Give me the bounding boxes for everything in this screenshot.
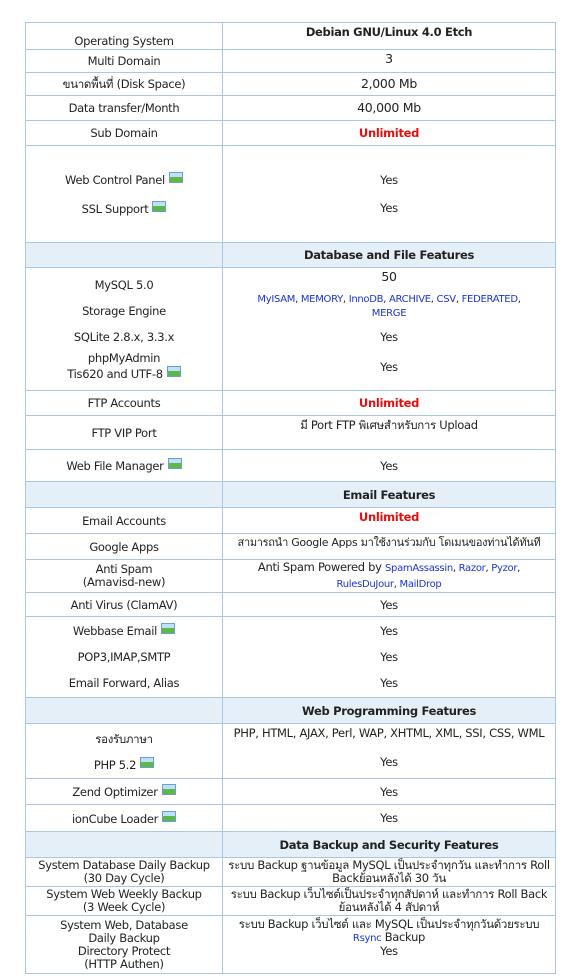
row-value: สามารถนำ Google Apps มาใช้งานร่วมกับ โดเมนของท่านได้ทันที: [223, 534, 556, 560]
table-row: [26, 121, 556, 146]
web-backup-label: System Web Weekly Backup: [46, 887, 202, 901]
engine-link[interactable]: MyISAM: [257, 294, 296, 305]
db-backup-cycle: (30 Day Cycle): [83, 871, 165, 885]
row-label: [26, 482, 223, 508]
tool-link[interactable]: Razor: [458, 563, 486, 574]
row-label: [26, 146, 223, 243]
section-header-row: [26, 243, 556, 268]
storage-engine-list: MyISAM, MEMORY, InnoDB, ARCHIVE, CSV, FEDERATED, MERGE: [257, 294, 521, 319]
row-label: [26, 560, 223, 593]
engine-link[interactable]: MERGE: [371, 308, 407, 319]
row-label: [26, 450, 223, 482]
web-control-panel-label: Web Control Panel: [65, 173, 165, 187]
row-label: [26, 805, 223, 832]
dir-protect-label: Directory Protect: [77, 943, 171, 958]
section-title: Database and File Features: [223, 243, 556, 268]
image-icon: [169, 172, 183, 183]
row-label: FTP VIP Port: [26, 416, 223, 450]
db-backup-value-2: Backย้อนหลังได้ 30 วัน: [332, 871, 446, 885]
row-label: [26, 858, 223, 887]
engine-link[interactable]: FEDERATED: [461, 294, 518, 305]
row-value: มี Port FTP พิเศษสำหรับการ Upload: [223, 416, 556, 450]
section-title: Data Backup and Security Features: [223, 832, 556, 858]
image-icon: [152, 201, 166, 212]
row-value: Debian GNU/Linux 4.0 Etch: [223, 23, 556, 50]
anti-spam-sub-label: (Amavisd-new): [82, 575, 166, 589]
rsync-link[interactable]: Rsync: [352, 933, 382, 944]
web-backup-value-2: ย้อนหลังได้ 4 สัปดาห์: [338, 900, 440, 914]
section-header-row: [26, 482, 556, 508]
row-label: [26, 268, 223, 391]
web-backup-cycle: (3 Week Cycle): [82, 900, 166, 914]
engine-link[interactable]: ARCHIVE: [388, 294, 431, 305]
mysql-label: MySQL 5.0: [94, 277, 154, 292]
image-icon: [162, 811, 176, 822]
row-value: 2,000 Mb: [223, 73, 556, 96]
row-value: [223, 724, 556, 779]
web-db-backup-label-2: Daily Backup: [88, 930, 160, 945]
email-forward-label: Email Forward, Alias: [68, 676, 180, 690]
row-value: [223, 617, 556, 698]
row-label: [26, 779, 223, 805]
hosting-spec-table: [25, 22, 556, 974]
row-label: Multi Domain: [26, 50, 223, 73]
tis620-label: Tis620 and UTF-8: [67, 366, 163, 381]
row-value: [223, 916, 556, 974]
row-label: Anti Virus (ClamAV): [26, 593, 223, 617]
row-label: FTP Accounts: [26, 391, 223, 416]
sqlite-value: Yes: [380, 330, 398, 344]
row-label: [26, 698, 223, 724]
webbase-email-value: Yes: [380, 624, 398, 638]
row-value: Anti Spam Powered by SpamAssassin, Razor, Pyzor, RulesDuJour, MailDrop: [223, 560, 556, 593]
web-control-panel-value: Yes: [380, 173, 398, 187]
zend-label: Zend Optimizer: [72, 785, 158, 799]
mysql-value: 50: [381, 269, 397, 284]
dir-protect-label-2: (HTTP Authen): [84, 956, 164, 971]
table-row: [26, 858, 556, 887]
row-value: Yes: [223, 779, 556, 805]
table-row: [26, 268, 556, 391]
web-backup-value: ระบบ Backup เว็บไซต์เป็นประจำทุกสัปดาห์ และทำการ Roll Back: [230, 887, 548, 901]
table-row: [26, 73, 556, 96]
web-file-manager-label: Web File Manager: [66, 459, 164, 473]
phpmyadmin-value: Yes: [380, 360, 398, 374]
row-label: [26, 887, 223, 916]
section-header-row: [26, 832, 556, 858]
row-value: Unlimited: [223, 121, 556, 146]
languages-label: รองรับภาษา: [95, 732, 153, 746]
table-row: [26, 887, 556, 916]
webbase-email-label: Webbase Email: [72, 624, 158, 638]
table-row: [26, 534, 556, 560]
table-row: [26, 593, 556, 617]
table-row: [26, 96, 556, 121]
row-label: [26, 243, 223, 268]
table-row: [26, 779, 556, 805]
dir-protect-value: Yes: [380, 944, 398, 958]
table-row: [26, 617, 556, 698]
row-value: Yes: [223, 450, 556, 482]
row-label: [26, 832, 223, 858]
table-row: [26, 146, 556, 243]
tool-link[interactable]: Pyzor: [491, 563, 518, 574]
section-title: Web Programming Features: [223, 698, 556, 724]
row-label: ขนาดพื้นที่ (Disk Space): [26, 73, 223, 96]
phpmyadmin-label: phpMyAdmin: [87, 350, 161, 365]
row-value: 3: [223, 50, 556, 73]
php-label: PHP 5.2: [93, 758, 137, 772]
row-label: Data transfer/Month: [26, 96, 223, 121]
table-row: [26, 916, 556, 974]
table-row: [26, 560, 556, 593]
php-value: Yes: [380, 755, 398, 769]
web-db-backup-label: System Web, Database: [60, 917, 188, 932]
row-value: [223, 887, 556, 916]
table-row: [26, 805, 556, 832]
row-value: Unlimited: [223, 391, 556, 416]
row-value: [223, 858, 556, 887]
anti-spam-prefix: Anti Spam Powered by: [257, 560, 382, 574]
tool-link[interactable]: RulesDuJour: [336, 579, 394, 590]
db-backup-label: System Database Daily Backup: [38, 858, 210, 872]
web-db-backup-value: ระบบ Backup เว็บไซต์ และ MySQL เป็นประจำทุกวันด้วยระบบ: [238, 917, 540, 931]
pop3-value: Yes: [380, 650, 398, 664]
image-icon: [140, 757, 154, 768]
table-row: [26, 508, 556, 534]
row-label: [26, 724, 223, 779]
ssl-label: SSL Support: [81, 202, 149, 216]
row-label: Email Accounts: [26, 508, 223, 534]
table-row: [26, 416, 556, 450]
row-label: Operating System: [26, 23, 223, 50]
languages-value: PHP, HTML, AJAX, Perl, WAP, XHTML, XML, SSI, CSS, WML: [233, 726, 545, 740]
email-forward-value: Yes: [380, 676, 398, 690]
row-value: Yes: [223, 593, 556, 617]
row-label: Sub Domain: [26, 121, 223, 146]
row-value: [223, 268, 556, 391]
anti-spam-label: Anti Spam: [95, 562, 153, 576]
table-row: [26, 23, 556, 50]
table-row: [26, 724, 556, 779]
row-label: Google Apps: [26, 534, 223, 560]
row-value: Unlimited: [223, 508, 556, 534]
table-row: [26, 50, 556, 73]
ioncube-label: ionCube Loader: [71, 811, 159, 826]
row-value: [223, 146, 556, 243]
section-title: Email Features: [223, 482, 556, 508]
image-icon: [162, 784, 176, 795]
section-header-row: [26, 698, 556, 724]
tool-link[interactable]: SpamAssassin: [384, 563, 453, 574]
engine-link[interactable]: CSV: [436, 294, 456, 305]
db-backup-value: ระบบ Backup ฐานข้อมูล MySQL เป็นประจำทุกวัน และทำการ Roll: [228, 858, 550, 872]
web-db-backup-value-2: Backup: [384, 930, 426, 944]
engine-link[interactable]: MEMORY: [300, 294, 343, 305]
row-value: 40,000 Mb: [223, 96, 556, 121]
row-value: Yes: [223, 805, 556, 832]
engine-link[interactable]: InnoDB: [348, 294, 384, 305]
image-icon: [161, 623, 175, 634]
tool-link[interactable]: MailDrop: [399, 579, 442, 590]
storage-engine-label: Storage Engine: [82, 303, 166, 318]
ssl-value: Yes: [380, 201, 398, 215]
row-label: [26, 916, 223, 974]
image-icon: [167, 366, 181, 377]
pop3-label: POP3,IMAP,SMTP: [77, 650, 171, 664]
table-row: [26, 450, 556, 482]
table-row: [26, 391, 556, 416]
sqlite-label: SQLite 2.8.x, 3.3.x: [73, 329, 175, 344]
row-label: [26, 617, 223, 698]
image-icon: [168, 458, 182, 469]
